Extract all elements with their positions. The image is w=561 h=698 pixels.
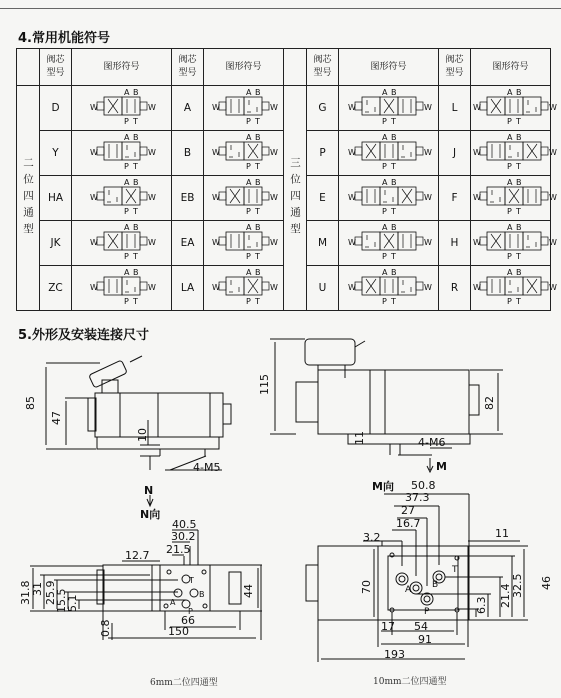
svg-text:P: P — [507, 117, 512, 126]
m-view-label: M向 — [372, 480, 394, 493]
svg-text:A: A — [123, 178, 129, 187]
dim-91: 91 — [418, 633, 432, 646]
dim-54: 54 — [414, 620, 428, 633]
svg-text:W: W — [269, 283, 278, 292]
svg-text:W: W — [549, 103, 557, 112]
valve-group-label: 二位四通型 — [17, 86, 40, 311]
svg-text:W: W — [549, 283, 557, 292]
spool-code: D — [40, 86, 72, 131]
spool-code: L — [439, 86, 471, 131]
svg-text:B: B — [516, 268, 522, 277]
svg-text:B: B — [132, 268, 138, 277]
svg-text:T: T — [390, 117, 396, 126]
valve-10mm-bottom-view — [306, 546, 469, 620]
n-view-label: N向 — [140, 508, 161, 521]
section-4-title: 4.常用机能符号 — [18, 31, 110, 46]
svg-text:B: B — [390, 178, 396, 187]
svg-text:P: P — [507, 207, 512, 216]
svg-text:W: W — [147, 238, 156, 247]
svg-text:W: W — [211, 238, 220, 247]
dim-31-8: 31.8 — [19, 580, 32, 605]
dim-32-5: 32.5 — [511, 573, 524, 598]
svg-text:W: W — [89, 148, 98, 157]
spool-code: M — [307, 221, 339, 266]
svg-text:B: B — [254, 133, 260, 142]
svg-text:P: P — [507, 162, 512, 171]
svg-text:W: W — [347, 238, 356, 247]
svg-text:A: A — [123, 268, 129, 277]
svg-text:A: A — [381, 88, 387, 97]
svg-text:T: T — [516, 252, 521, 261]
header-symbol: 图形符号 — [339, 49, 439, 86]
svg-text:B: B — [390, 133, 396, 142]
valve-10mm-side-view — [296, 339, 479, 455]
svg-text:P: P — [123, 297, 129, 306]
svg-text:A: A — [381, 268, 387, 277]
svg-text:W: W — [423, 238, 432, 247]
svg-text:W: W — [147, 103, 156, 112]
svg-text:P: P — [507, 252, 512, 261]
spool-code: HA — [40, 176, 72, 221]
svg-text:B: B — [254, 223, 260, 232]
valve-group-label: 三位四通型 — [284, 86, 307, 311]
spool-code: J — [439, 131, 471, 176]
svg-text:B: B — [254, 178, 260, 187]
svg-text:W: W — [549, 238, 557, 247]
svg-text:A: A — [245, 268, 251, 277]
svg-text:W: W — [147, 283, 156, 292]
spool-code: G — [307, 86, 339, 131]
svg-text:B: B — [516, 133, 522, 142]
svg-text:A: A — [507, 178, 513, 187]
svg-text:T: T — [516, 162, 521, 171]
spool-code: EB — [172, 176, 204, 221]
header-symbol: 图形符号 — [471, 49, 551, 86]
spool-code: EA — [172, 221, 204, 266]
port-a-10mm: A — [405, 585, 412, 595]
arrow-n-label: N — [144, 484, 154, 497]
svg-text:T: T — [390, 252, 396, 261]
spool-code: H — [439, 221, 471, 266]
header-spool-code: 阀芯 型号 — [307, 49, 339, 86]
svg-text:P: P — [245, 117, 251, 126]
svg-text:B: B — [254, 268, 260, 277]
svg-text:T: T — [516, 297, 521, 306]
svg-text:P: P — [123, 117, 129, 126]
header-spool-code: 阀芯 型号 — [172, 49, 204, 86]
svg-text:B: B — [390, 268, 396, 277]
svg-text:W: W — [473, 148, 481, 157]
svg-text:W: W — [89, 238, 98, 247]
valve-6mm-bottom-view — [97, 565, 261, 611]
svg-text:B: B — [132, 223, 138, 232]
svg-text:W: W — [423, 148, 432, 157]
svg-text:W: W — [549, 193, 557, 202]
dim-11-bottom: 11 — [495, 527, 509, 540]
dim-47: 47 — [50, 411, 63, 425]
svg-text:W: W — [269, 193, 278, 202]
dim-16-7: 16.7 — [396, 517, 421, 530]
svg-text:B: B — [390, 88, 396, 97]
dim-82: 82 — [483, 396, 496, 410]
svg-text:W: W — [347, 148, 356, 157]
spool-code: LA — [172, 266, 204, 311]
spool-code: Y — [40, 131, 72, 176]
header-symbol: 图形符号 — [72, 49, 172, 86]
header-spool-code: 阀芯 型号 — [40, 49, 72, 86]
svg-text:B: B — [516, 223, 522, 232]
svg-text:W: W — [473, 193, 481, 202]
dim-10: 10 — [136, 428, 149, 442]
svg-text:W: W — [473, 103, 481, 112]
svg-text:B: B — [254, 88, 260, 97]
svg-text:T: T — [132, 117, 138, 126]
svg-text:A: A — [123, 88, 129, 97]
svg-text:W: W — [347, 283, 356, 292]
svg-text:P: P — [123, 162, 129, 171]
dim-4-m5: 4-M5 — [193, 461, 221, 474]
arrow-m-label: M — [436, 460, 447, 473]
svg-text:P: P — [507, 297, 512, 306]
svg-text:A: A — [123, 133, 129, 142]
svg-text:T: T — [254, 207, 260, 216]
dim-40-5: 40.5 — [172, 518, 197, 531]
svg-text:W: W — [549, 148, 557, 157]
svg-text:A: A — [245, 133, 251, 142]
svg-text:A: A — [381, 133, 387, 142]
svg-text:W: W — [211, 193, 220, 202]
dim-6-3: 6.3 — [475, 596, 488, 614]
dim-46: 46 — [540, 576, 553, 590]
svg-text:W: W — [473, 238, 481, 247]
svg-text:W: W — [89, 283, 98, 292]
port-t-6mm: T — [189, 576, 194, 585]
dim-21-4: 21.4 — [499, 583, 512, 608]
svg-text:W: W — [347, 193, 356, 202]
svg-text:W: W — [147, 193, 156, 202]
svg-text:A: A — [507, 223, 513, 232]
valve-6mm-side-view — [88, 356, 231, 470]
port-t-10mm: T — [452, 565, 458, 575]
dim-70: 70 — [360, 580, 373, 594]
caption-6mm: 6mm二位四通型 — [150, 678, 218, 688]
dim-50-8: 50.8 — [411, 479, 436, 492]
dim-12-7: 12.7 — [125, 549, 150, 562]
header-symbol: 图形符号 — [204, 49, 284, 86]
svg-text:A: A — [381, 178, 387, 187]
svg-text:W: W — [147, 148, 156, 157]
svg-text:B: B — [132, 88, 138, 97]
dim-85: 85 — [24, 396, 37, 410]
svg-text:P: P — [245, 252, 251, 261]
dim-44: 44 — [242, 584, 255, 598]
svg-text:T: T — [132, 297, 138, 306]
svg-text:P: P — [381, 162, 387, 171]
svg-text:T: T — [132, 252, 138, 261]
svg-text:A: A — [245, 223, 251, 232]
port-p-10mm: P — [424, 607, 430, 617]
svg-text:A: A — [381, 223, 387, 232]
port-b-10mm: B — [432, 580, 439, 590]
spool-code: R — [439, 266, 471, 311]
spool-code: U — [307, 266, 339, 311]
svg-text:T: T — [254, 252, 260, 261]
svg-text:A: A — [123, 223, 129, 232]
svg-text:A: A — [507, 88, 513, 97]
dim-15-5: 15.5 — [55, 588, 68, 613]
svg-text:W: W — [211, 283, 220, 292]
svg-text:P: P — [381, 117, 387, 126]
svg-text:B: B — [390, 223, 396, 232]
section-5-title: 5.外形及安装连接尺寸 — [18, 328, 149, 343]
dim-115: 115 — [258, 374, 271, 395]
spool-code: JK — [40, 221, 72, 266]
port-b-6mm: B — [199, 590, 205, 599]
svg-text:T: T — [516, 207, 521, 216]
svg-text:A: A — [507, 133, 513, 142]
svg-text:B: B — [516, 178, 522, 187]
svg-text:A: A — [507, 268, 513, 277]
svg-text:P: P — [381, 252, 387, 261]
dim-30-2: 30.2 — [171, 530, 196, 543]
svg-text:W: W — [423, 193, 432, 202]
dim-193: 193 — [384, 648, 405, 661]
svg-text:W: W — [269, 103, 278, 112]
svg-text:B: B — [132, 133, 138, 142]
spool-code: B — [172, 131, 204, 176]
dim-27: 27 — [401, 504, 415, 517]
dim-25-9: 25.9 — [44, 580, 57, 605]
dim-4-m6: 4-M6 — [418, 436, 446, 449]
svg-text:W: W — [473, 283, 481, 292]
svg-text:W: W — [347, 103, 356, 112]
spool-code: E — [307, 176, 339, 221]
svg-text:W: W — [269, 238, 278, 247]
svg-text:T: T — [132, 207, 138, 216]
svg-text:P: P — [123, 252, 129, 261]
port-p-6mm: P — [188, 607, 193, 616]
svg-text:P: P — [123, 207, 129, 216]
spool-code: F — [439, 176, 471, 221]
svg-text:P: P — [245, 207, 251, 216]
svg-text:T: T — [516, 117, 521, 126]
dim-0-8: 0.8 — [99, 619, 112, 637]
svg-text:W: W — [423, 283, 432, 292]
header-spool-code: 阀芯 型号 — [439, 49, 471, 86]
svg-text:T: T — [254, 297, 260, 306]
svg-text:T: T — [254, 162, 260, 171]
port-a-6mm: A — [170, 598, 176, 607]
dim-37-3: 37.3 — [405, 491, 430, 504]
svg-text:W: W — [423, 103, 432, 112]
svg-text:P: P — [245, 297, 251, 306]
dim-17: 17 — [381, 620, 395, 633]
spool-code: P — [307, 131, 339, 176]
svg-text:P: P — [245, 162, 251, 171]
dim-66: 66 — [181, 614, 195, 627]
dim-11-side: 11 — [353, 431, 366, 445]
svg-text:W: W — [211, 103, 220, 112]
svg-text:T: T — [390, 207, 396, 216]
dim-31: 31 — [31, 582, 44, 596]
svg-text:T: T — [390, 297, 396, 306]
svg-text:T: T — [254, 117, 260, 126]
spool-code: A — [172, 86, 204, 131]
dim-3-2: 3.2 — [363, 531, 381, 544]
svg-text:B: B — [132, 178, 138, 187]
dim-21-5: 21.5 — [166, 543, 191, 556]
caption-10mm: 10mm二位四通型 — [373, 677, 447, 687]
svg-text:W: W — [211, 148, 220, 157]
svg-text:P: P — [381, 297, 387, 306]
svg-text:A: A — [245, 178, 251, 187]
svg-text:W: W — [89, 103, 98, 112]
svg-text:B: B — [516, 88, 522, 97]
svg-text:T: T — [390, 162, 396, 171]
svg-text:W: W — [269, 148, 278, 157]
svg-text:T: T — [132, 162, 138, 171]
dim-150: 150 — [168, 625, 189, 638]
svg-text:P: P — [381, 207, 387, 216]
svg-text:W: W — [89, 193, 98, 202]
spool-code: ZC — [40, 266, 72, 311]
svg-text:A: A — [245, 88, 251, 97]
dim-5-1: 5.1 — [66, 594, 79, 612]
